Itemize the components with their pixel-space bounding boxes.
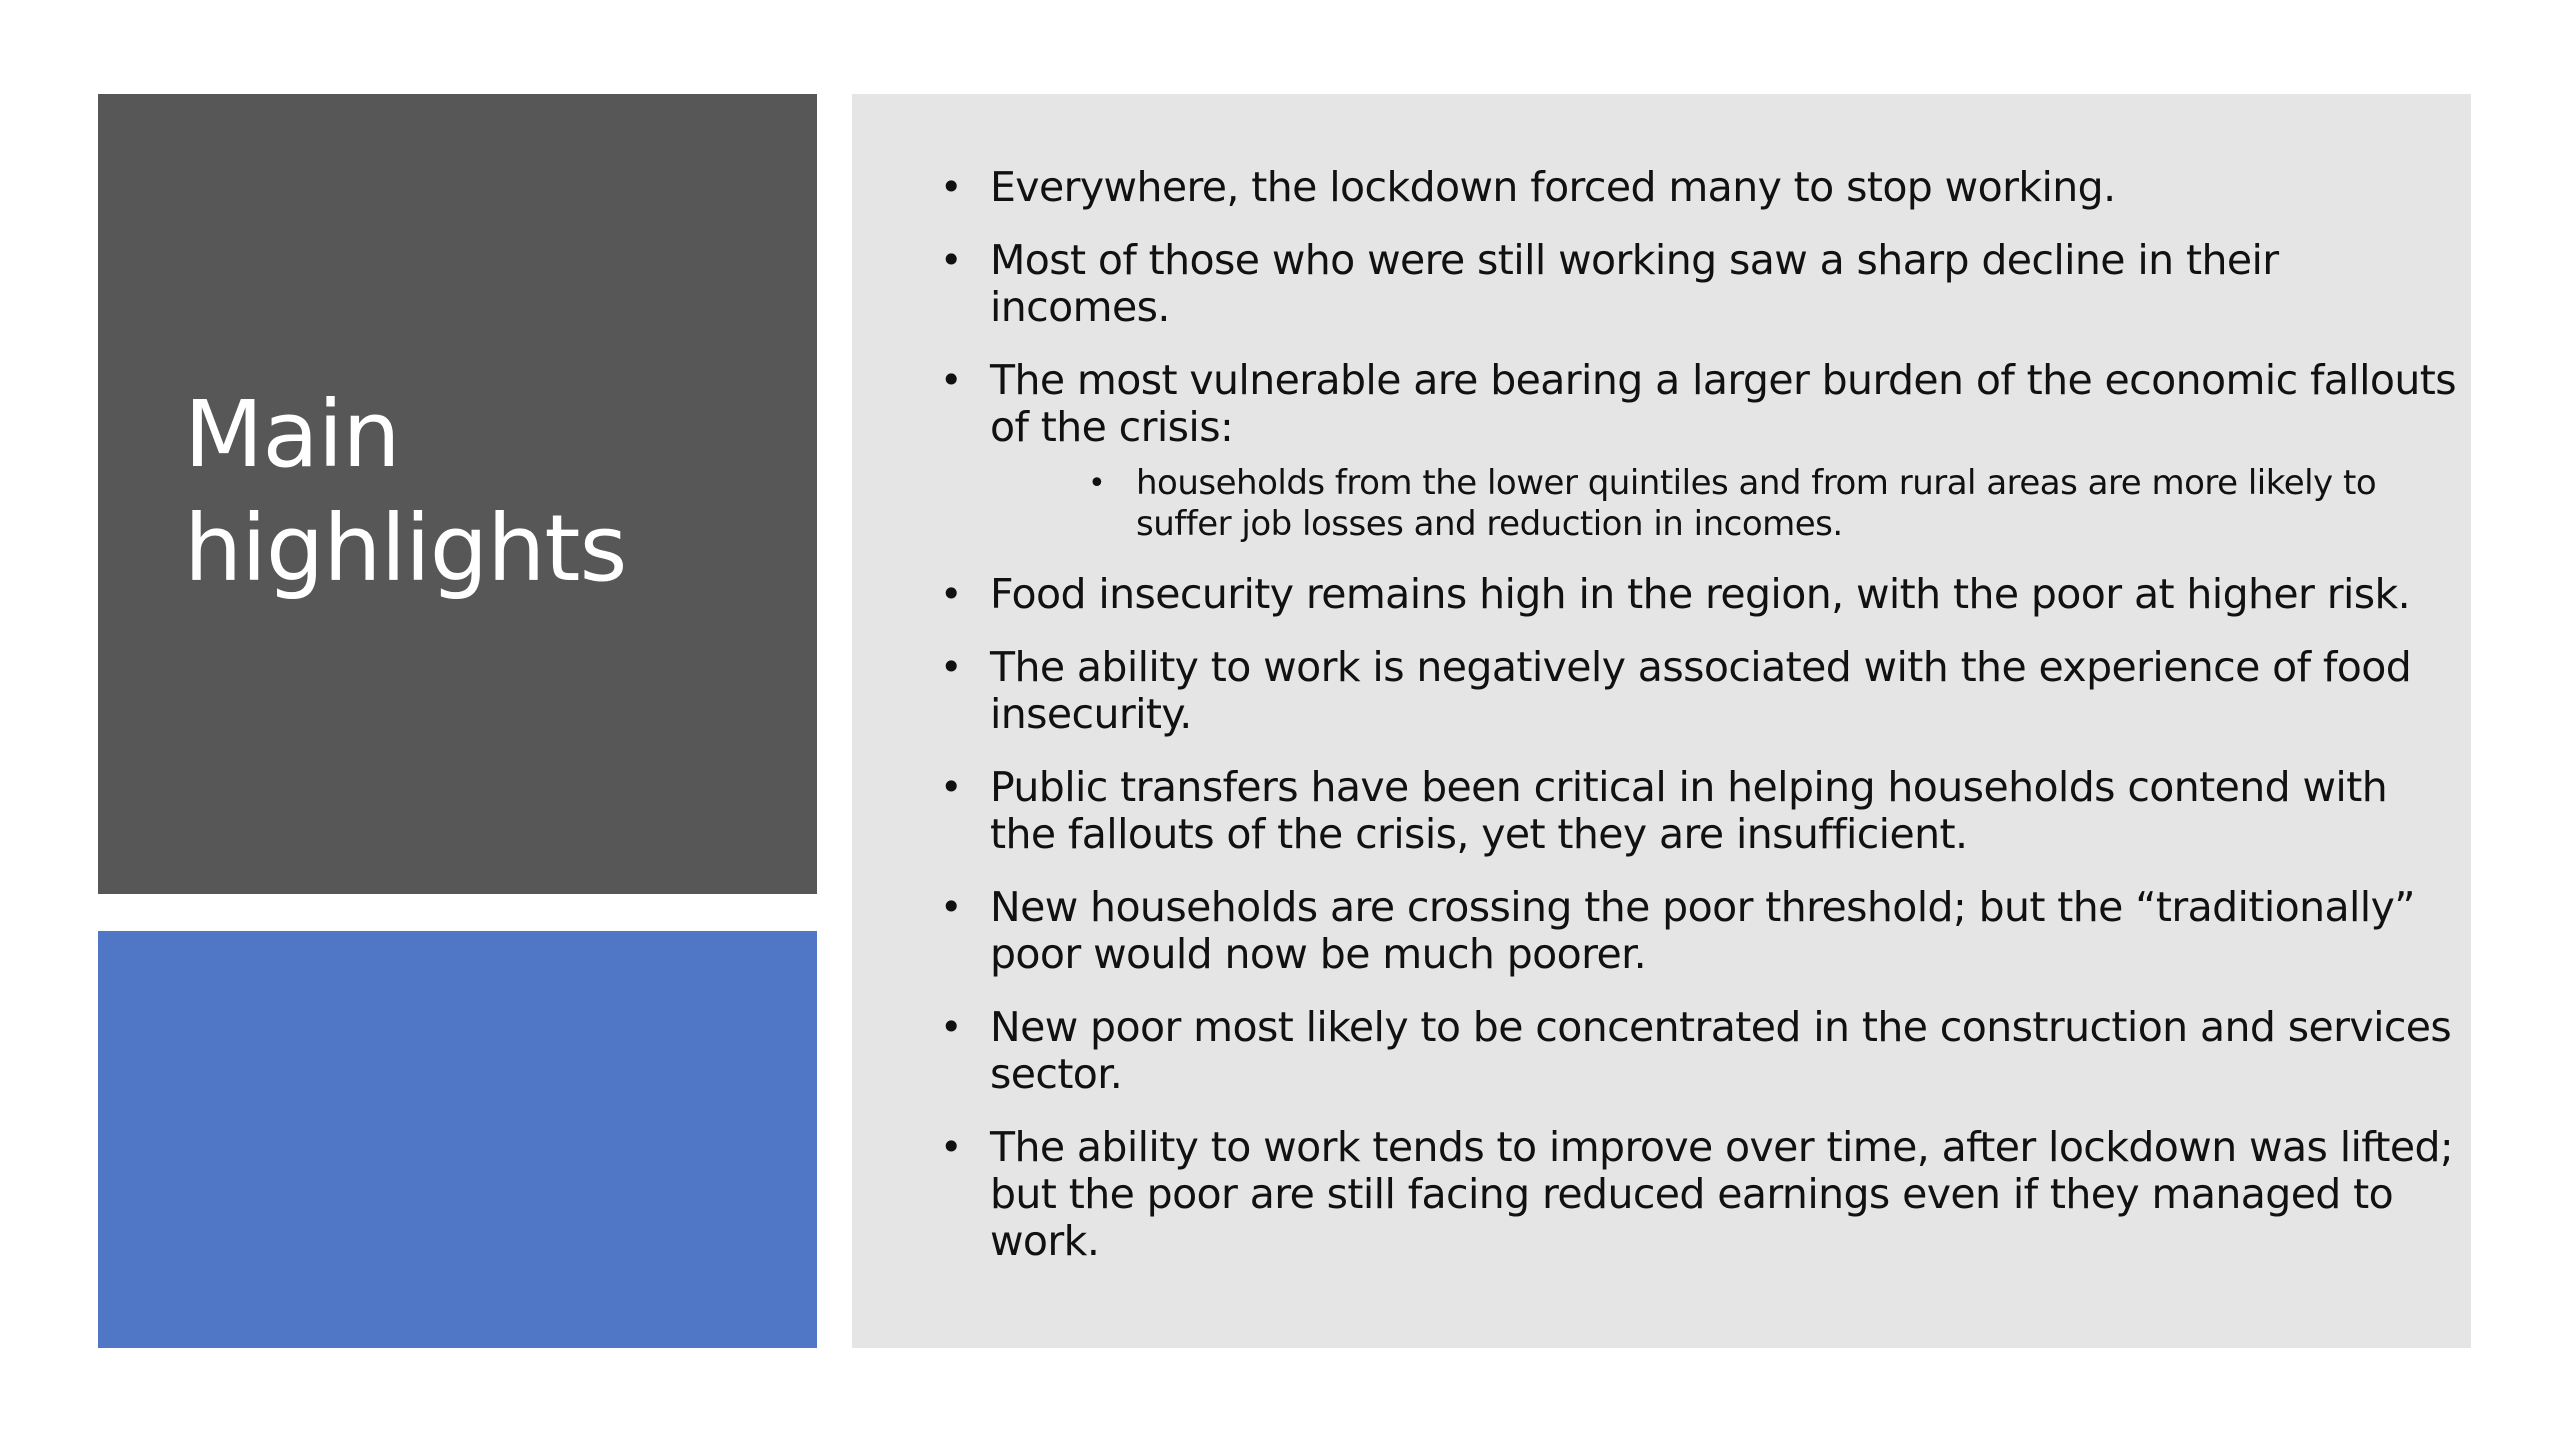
slide-title-line-2: highlights [184, 495, 627, 602]
content-panel [852, 94, 2471, 1348]
sub-bullet-list [990, 463, 2460, 545]
bullet-item [940, 357, 2460, 545]
slide-title [184, 378, 784, 606]
accent-panel [98, 931, 817, 1348]
bullet-item: • Food insecurity remains high in the region, with the poor at higher risk. [940, 571, 2460, 618]
bullet-item: • Most of those who were still working saw a sharp decline in their incomes. [940, 237, 2460, 331]
slide-title-line-1: Main [184, 381, 400, 488]
bullet-item: • New poor most likely to be concentrated in the construction and services sector. [940, 1004, 2460, 1098]
bullet-item: • The ability to work is negatively associated with the experience of food insecurity. [940, 644, 2460, 738]
bullet-item: • Public transfers have been critical in helping households contend with the fallouts of the crisis, yet they are insufficient. [940, 764, 2460, 858]
bullet-text: The most vulnerable are bearing a larger burden of the economic fallouts of the crisis: [990, 356, 2456, 451]
bullet-item: • Everywhere, the lockdown forced many to stop working. [940, 164, 2460, 211]
bullet-item: • The ability to work tends to improve over time, after lockdown was lifted; but the poor are still facing reduced earnings even if they managed to work. [940, 1124, 2460, 1265]
sub-bullet-item: • households from the lower quintiles and from rural areas are more likely to suffer job losses and reduction in incomes. [1086, 463, 2460, 545]
bullet-item: • New households are crossing the poor threshold; but the “traditionally” poor would now be much poorer. [940, 884, 2460, 978]
title-panel [98, 94, 817, 894]
bullet-list [940, 164, 2460, 1291]
